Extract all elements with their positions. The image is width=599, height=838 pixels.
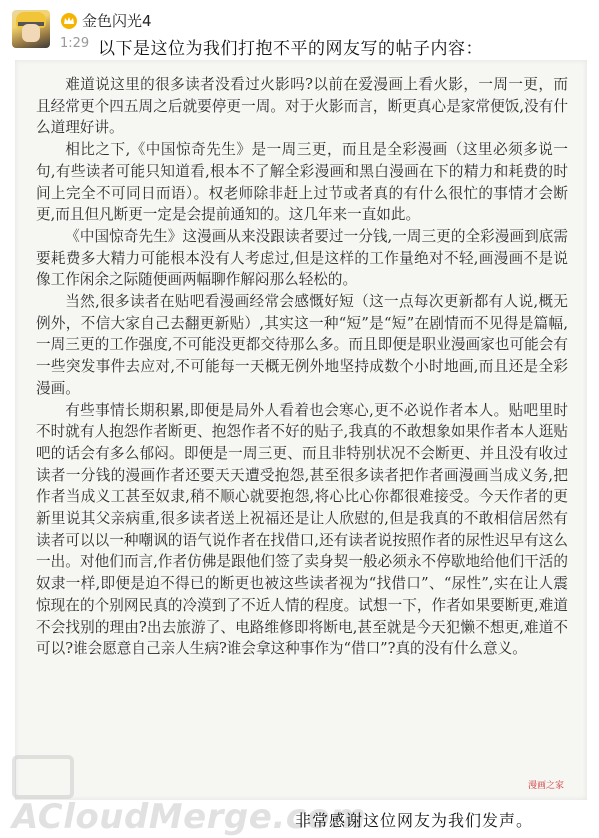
letter-paragraph: 相比之下,《中国惊奇先生》是一周三更，而且是全彩漫画（这里必须多说一句,有些读者可能只知道看,根本不了解全彩漫画和黑白漫画在下的精力和耗费的时间上完全不可同日而语）。权老师除非赶上过节或者真的有什么很忙的事情才会断更,而且但凡断更一定是会提前通知的。这几年来一直如此。 bbox=[36, 141, 568, 224]
corner-logo: 漫画之家 bbox=[528, 781, 565, 791]
level-crown-icon bbox=[60, 12, 78, 30]
username-row bbox=[60, 10, 152, 31]
letter-paragraph: 有些事情长期积累,即便是局外人看着也会寒心,更不必说作者本人。贴吧里时不时就有人抱怨作者断更、抱怨作者不好的贴子,我真的不敢想象如果作者本人逛贴吧的话会有多么郁闷。即便是一周三更、而且非特别状况不会断更、并且没有收过读者一分钱的漫画作者还要天天遭受抱怨,甚至很多读者把作者画漫画当成义务,把作者当成义工甚至奴隶,稍不顺心就要抱怨,将心比心你都很难接受。今天作者的更新里说其父亲病重,很多读者送上祝福还是让人欣慰的,但是我真的不敢相信居然有读者可以以一种嘲讽的语气说作者在找借口,还有读者说按照作者的尿性迟早有这么一出。对他们而言,作者仿佛是跟他们签了卖身契一般必须永不停歇地给他们干活的奴隶一样,即便是迫不得已的断更也被这些读者视为“找借口”、“尿性”,实在让人震惊现在的个别网民真的冷漠到了不近人情的程度。试想一下，作者如果要断更,难道不会找别的理由?出去旅游了、电路维修即将断电,甚至就是今天犯懒不想更,难道不可以?谁会愿意自己亲人生病?谁会拿这种事作为“借口”?真的没有什么意义。 bbox=[36, 401, 568, 658]
avatar[interactable] bbox=[12, 10, 50, 48]
letter-paragraph: 当然,很多读者在贴吧看漫画经常会感慨好短（这一点每次更新都有人说,概无例外，不信大家自己去翻更新贴）,其实这一种“短”是“短”在剧情而不见得是篇幅,一周三更的工作强度,不可能没更都交待那么多。而且即便是职业漫画家也可能会有一些突发事件去应对,不可能每一天概无例外地坚持成数个小时地画,而且还是全彩漫画。 bbox=[36, 293, 568, 397]
post-intro: 以下是这位为我们打抱不平的网友写的帖子内容： bbox=[98, 39, 483, 59]
username[interactable]: 金色闪光4 bbox=[82, 12, 152, 30]
letter-text bbox=[36, 74, 568, 660]
letter-paragraph: 《中国惊奇先生》这漫画从来没跟读者要过一分钱,一周三更的全彩漫画到底需要耗费多大精力可能根本没有人考虑过,但是这样的工作量绝对不轻,画漫画不是说像工作闲余之际随便画两幅聊作解闷那么轻松的。 bbox=[36, 227, 568, 289]
post-time: 1:29 bbox=[60, 36, 90, 51]
watermark: ACloudMerge.com bbox=[12, 797, 367, 837]
letter-image bbox=[15, 60, 587, 800]
watermark-logo-icon bbox=[12, 755, 74, 799]
post-footer: 非常感谢这位网友为我们发声。 bbox=[295, 811, 534, 830]
letter-paragraph: 难道说这里的很多读者没看过火影吗?以前在爱漫画上看火影，一周一更，而且经常更个四五周之后就要停更一周。对于火影而言，断更真心是家常便饭,没有什么道理好讲。 bbox=[36, 76, 568, 137]
post-header bbox=[0, 0, 599, 60]
